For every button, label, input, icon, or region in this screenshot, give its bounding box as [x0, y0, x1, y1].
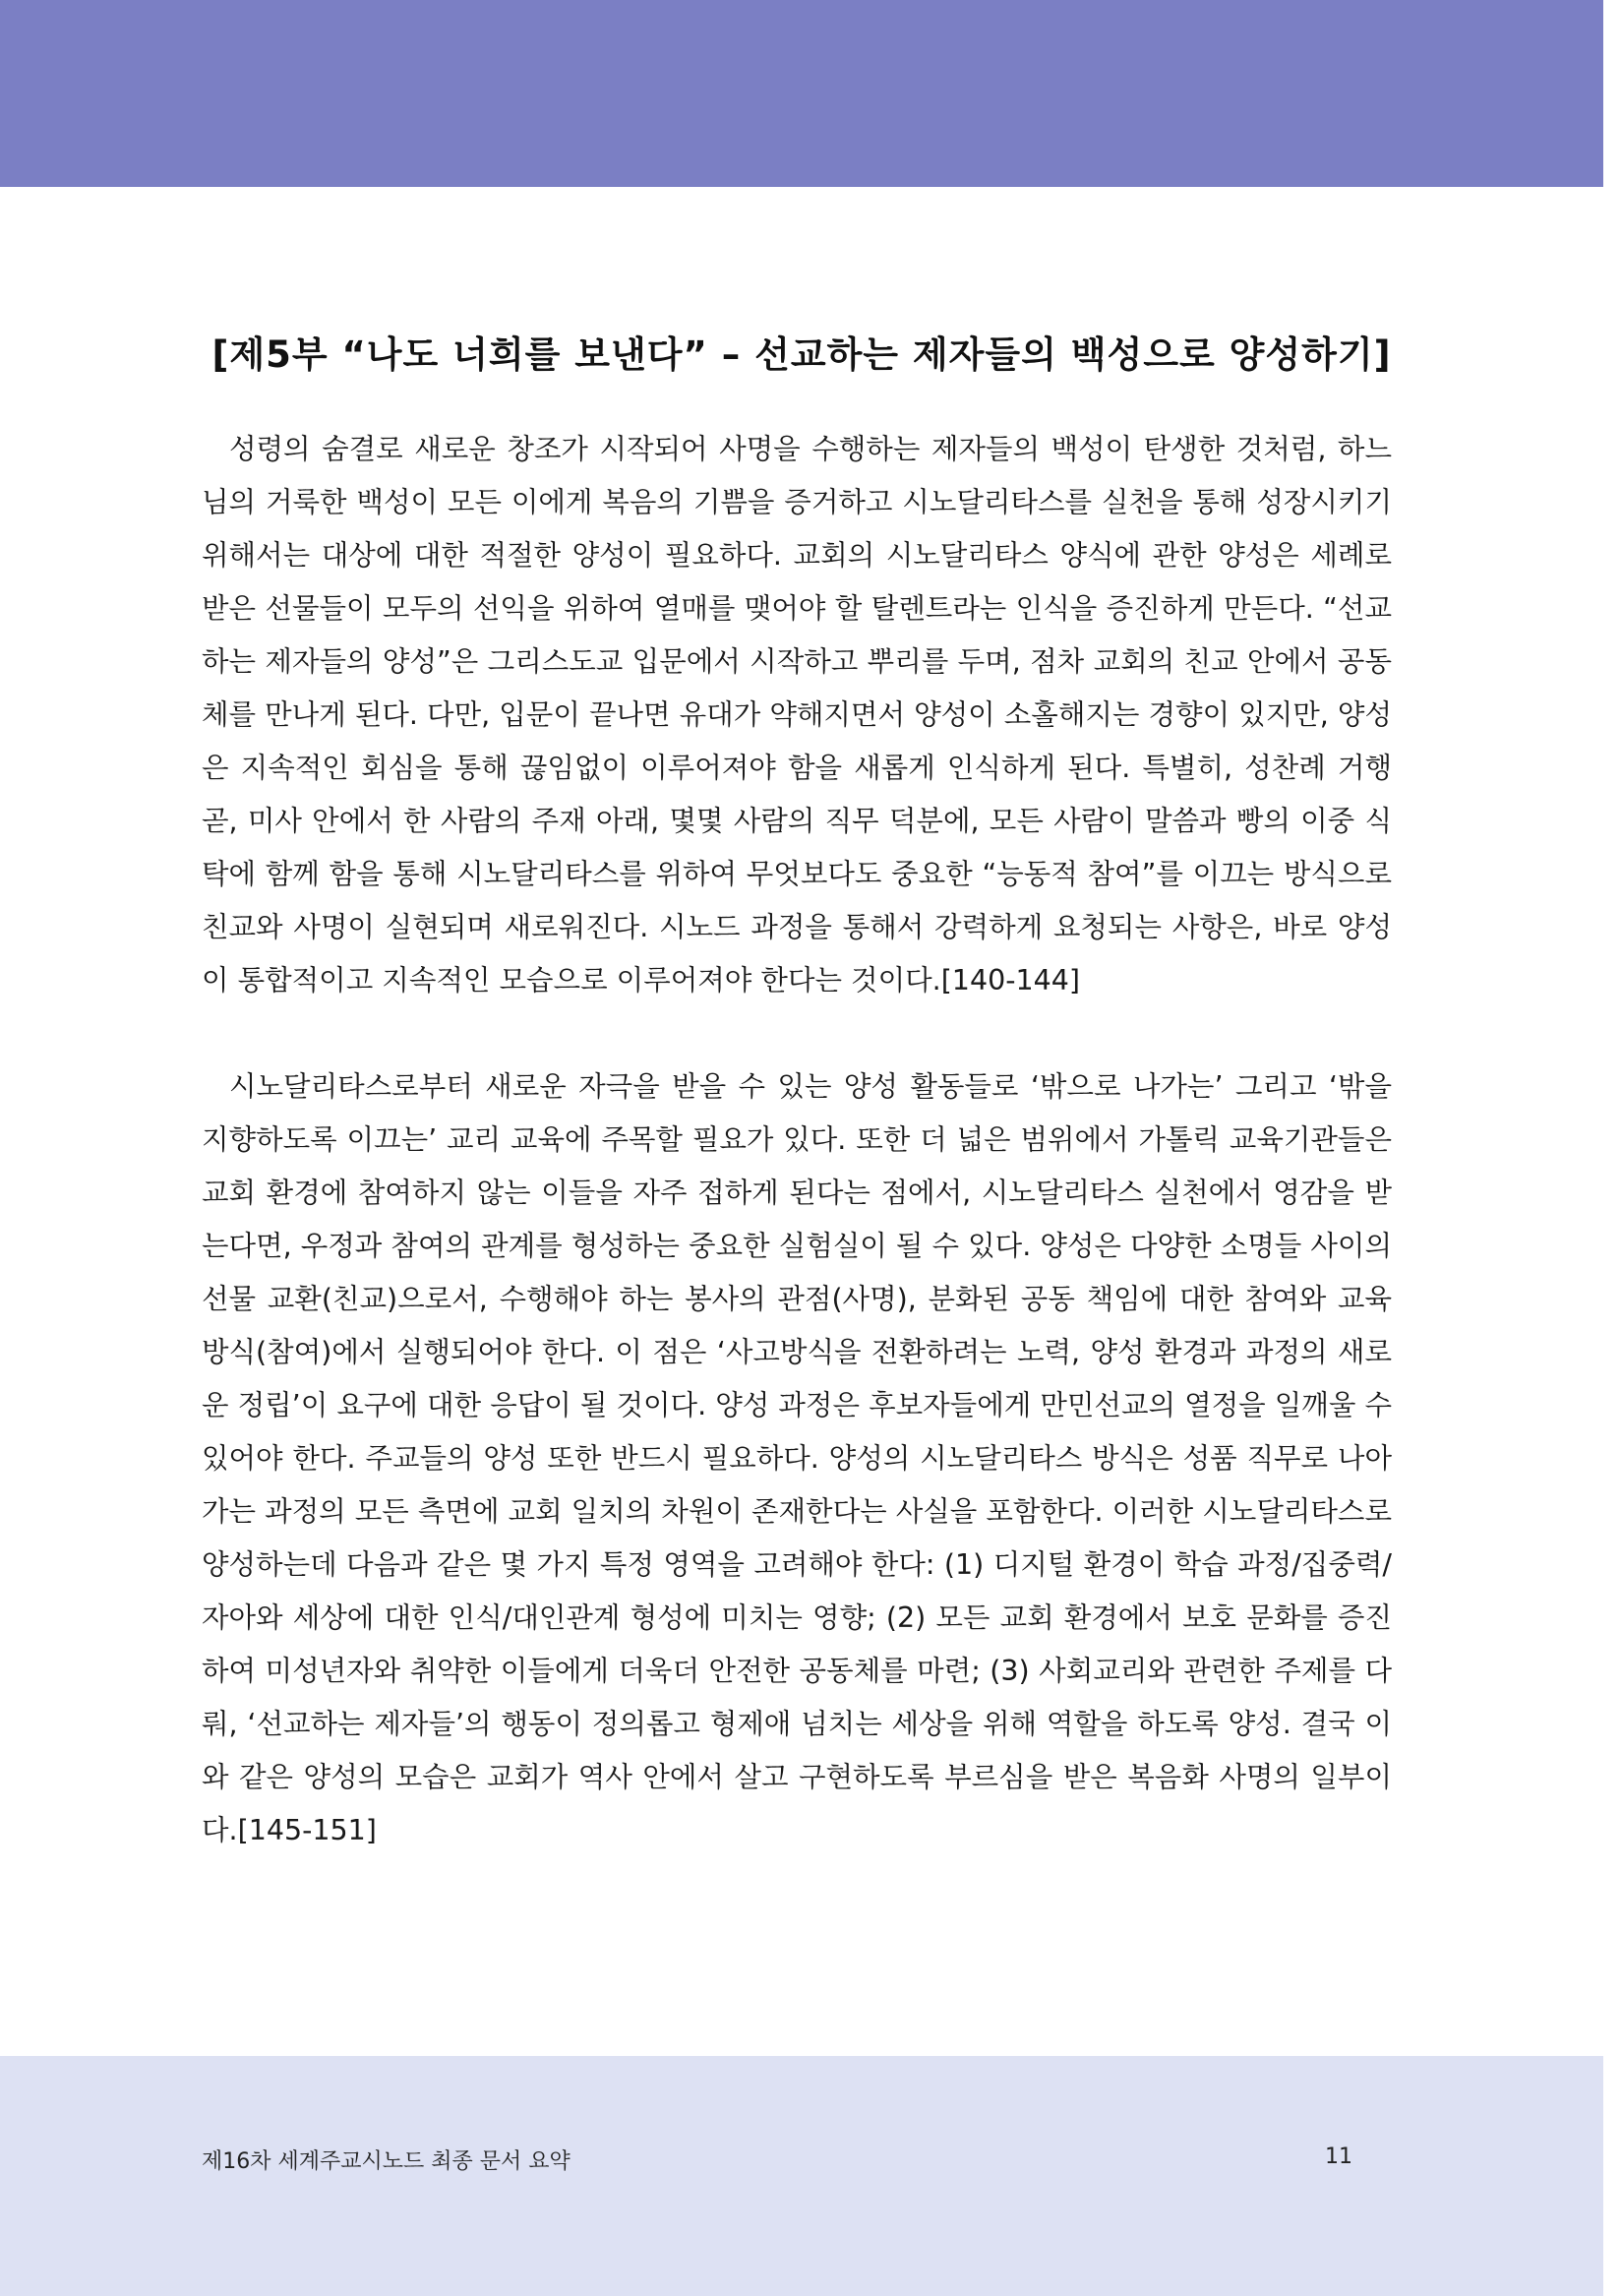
header-band: [0, 0, 1603, 187]
paragraph-2: 시노달리타스로부터 새로운 자극을 받을 수 있는 양성 활동들로 ‘밖으로 나가는’ 그리고 ‘밖을 지향하도록 이끄는’ 교리 교육에 주목할 필요가 있다. 또한 더 넓은 범위에서 가톨릭 교육기관들은 교회 환경에 참여하지 않는 이들을 자주 접하게 된다는 점에서, 시노달리타스 실천에서 영감을 받는다면, 우정과 참여의 관계를 형성하는 중요한 실험실이 될 수 있다. 양성은 다양한 소명들 사이의 선물 교환(친교)으로서, 수행해야 하는 봉사의 관점(사명), 분화된 공동 책임에 대한 참여와 교육 방식(참여)에서 실행되어야 한다. 이 점은 ‘사고방식을 전환하려는 노력, 양성 환경과 과정의 새로운 정립’이 요구에 대한 응답이 될 것이다. 양성 과정은 후보자들에게 만민선교의 열정을 일깨울 수 있어야 한다. 주교들의 양성 또한 반드시 필요하다. 양성의 시노달리타스 방식은 성품 직무로 나아가는 과정의 모든 측면에 교회 일치의 차원이 존재한다는 사실을 포함한다. 이러한 시노달리타스로 양성하는데 다음과 같은 몇 가지 특정 영역을 고려해야 한다: (1) 디지털 환경이 학습 과정/집중력/자아와 세상에 대한 인식/대인관계 형성에 미치는 영향; (2) 모든 교회 환경에서 보호 문화를 증진하여 미성년자와 취약한 이들에게 더욱더 안전한 공동체를 마련; (3) 사회교리와 관련한 주제를 다뤄, ‘선교하는 제자들’의 행동이 정의롭고 형제애 넘치는 세상을 위해 역할을 하도록 양성. 결국 이와 같은 양성의 모습은 교회가 역사 안에서 살고 구현하도록 부르심을 받은 복음화 사명의 일부이다.[145-151]: [202, 1070, 1392, 1846]
body-content: [202, 423, 1392, 1857]
page-number: 11: [1325, 2145, 1352, 2169]
section-title: [제5부 “나도 너희를 보낸다” – 선교하는 제자들의 백성으로 양성하기]: [211, 333, 1392, 376]
footer-band: [0, 2056, 1603, 2296]
footer-document-title: 제16차 세계주교시노드 최종 문서 요약: [202, 2149, 570, 2174]
paragraph-1: 성령의 숨결로 새로운 창조가 시작되어 사명을 수행하는 제자들의 백성이 탄생한 것처럼, 하느님의 거룩한 백성이 모든 이에게 복음의 기쁨을 증거하고 시노달리타스를 실천을 통해 성장시키기 위해서는 대상에 대한 적절한 양성이 필요하다. 교회의 시노달리타스 양식에 관한 양성은 세례로 받은 선물들이 모두의 선익을 위하여 열매를 맺어야 할 탈렌트라는 인식을 증진하게 만든다. “선교하는 제자들의 양성”은 그리스도교 입문에서 시작하고 뿌리를 두며, 점차 교회의 친교 안에서 공동체를 만나게 된다. 다만, 입문이 끝나면 유대가 약해지면서 양성이 소홀해지는 경향이 있지만, 양성은 지속적인 회심을 통해 끊임없이 이루어져야 함을 새롭게 인식하게 된다. 특별히, 성찬례 거행 곧, 미사 안에서 한 사람의 주재 아래, 몇몇 사람의 직무 덕분에, 모든 사람이 말씀과 빵의 이중 식탁에 함께 함을 통해 시노달리타스를 위하여 무엇보다도 중요한 “능동적 참여”를 이끄는 방식으로 친교와 사명이 실현되며 새로워진다. 시노드 과정을 통해서 강력하게 요청되는 사항은, 바로 양성이 통합적이고 지속적인 모습으로 이루어져야 한다는 것이다.[140-144]: [202, 433, 1392, 997]
